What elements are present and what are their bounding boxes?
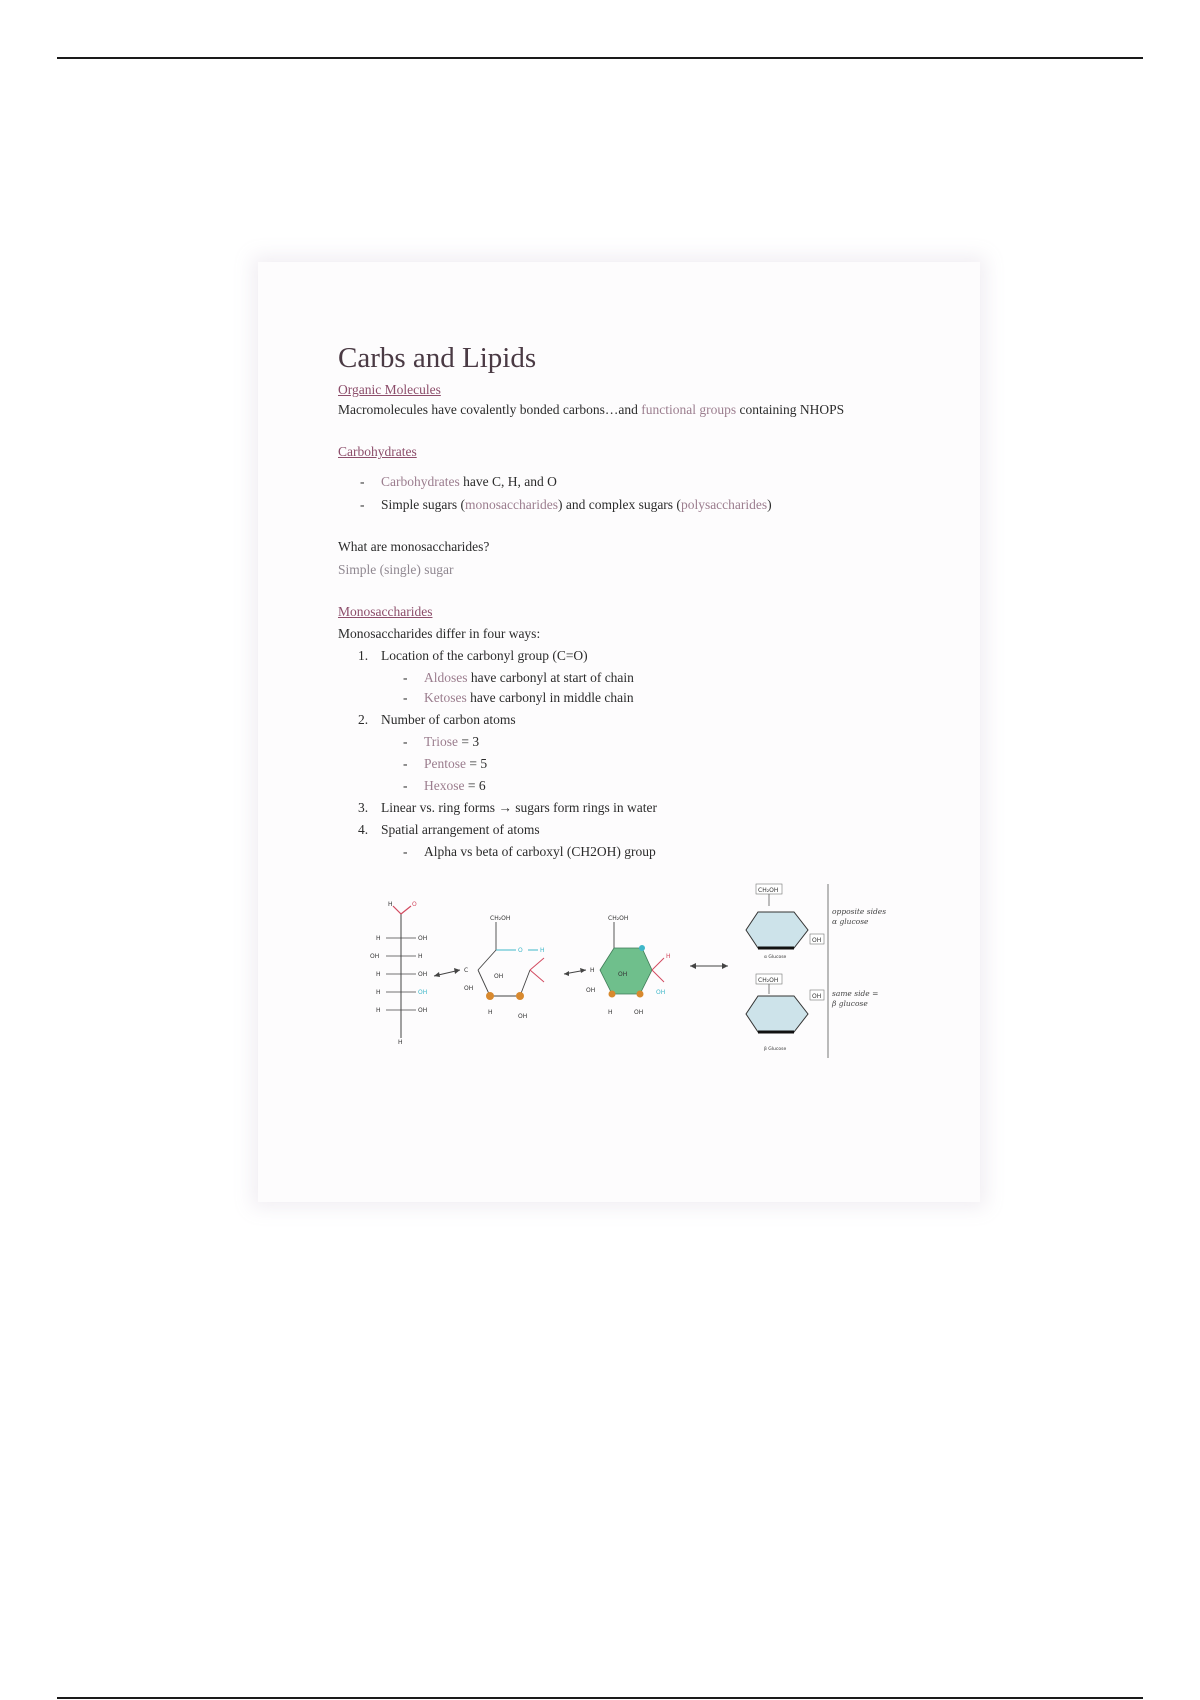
atom-label: H [666,953,671,960]
group-label: CH₂OH [758,887,779,894]
atom-label: H [376,935,381,942]
document-content [338,340,938,862]
list-item [338,798,938,818]
bullet-text: Alpha vs beta of carboxyl (CH2OH) group [424,844,656,859]
item-number: 1. [358,648,369,663]
bullet-marker: - [403,670,408,685]
list-item [338,472,938,492]
bullet-accent: Ketoses [424,690,467,705]
carbohydrates-section [338,442,938,515]
bullet-accent: monosaccharides [465,497,558,512]
handwritten-note: opposite sides [832,907,887,916]
item-number: 4. [358,822,369,837]
bottom-rule [57,1697,1143,1699]
sub-list-item [338,732,938,752]
sub-list-item [338,776,938,796]
item-number: 3. [358,800,369,815]
organic-heading[interactable]: Organic Molecules [338,382,441,397]
list-item [338,710,938,730]
item-text: Linear vs. ring forms → sugars form rings in water [381,800,657,815]
sub-list-item [338,668,938,688]
beta-caption: β Glucose [764,1047,787,1052]
organic-line-accent: functional groups [641,402,737,417]
bullet-text: = 3 [458,734,480,749]
bullet-marker: - [403,690,408,705]
atom-label: OH [586,987,596,994]
handwritten-note: β glucose [832,999,868,1008]
bullet-text: have C, H, and O [459,474,557,489]
bullet-text: have carbonyl at start of chain [467,670,634,685]
bullet-text: Simple sugars ( [381,497,465,512]
bullet-text: ) [767,497,772,512]
intermediate-glucose [464,915,545,1020]
atom-label: H [608,1009,613,1016]
bullet-marker: - [403,756,408,771]
equilibrium-arrow [564,968,586,976]
bullet-marker: - [360,474,365,489]
bullet-accent: Aldoses [424,670,468,685]
organic-line [338,400,938,420]
equilibrium-arrow [690,963,728,969]
monosaccharides-intro: Monosaccharides differ in four ways: [338,626,541,641]
group-label: CH₂OH [758,977,779,984]
atom-label: O [518,947,523,954]
atom-label: OH [812,993,822,1000]
list-item [338,820,938,840]
atom-label: OH [518,1013,528,1020]
bullet-accent: Pentose [424,756,466,771]
atom-label: OH [464,985,474,992]
alpha-glucose [746,884,824,960]
bullet-accent: polysaccharides [680,497,768,512]
item-text: Spatial arrangement of atoms [381,822,540,837]
item-text: Location of the carbonyl group (C=O) [381,648,588,663]
page-title: Carbs and Lipids [338,342,537,374]
atom-label: OH [418,989,428,996]
top-rule [57,57,1143,59]
carbohydrates-heading[interactable]: Carbohydrates [338,444,417,459]
question-section [338,537,938,580]
item-text: Number of carbon atoms [381,712,516,727]
answer-text: Simple (single) sugar [338,562,454,577]
sub-list-item [338,754,938,774]
bullet-text: = 5 [466,756,488,771]
atom-label: OH [656,989,666,996]
atom-label: O [412,901,417,908]
atom-label: H [540,947,545,954]
atom-label: OH [634,1009,644,1016]
monosaccharides-heading[interactable]: Monosaccharides [338,604,433,619]
atom-label: OH [494,973,504,980]
atom-label: OH [618,971,628,978]
sub-list-item [338,842,938,862]
atom-label: H [376,971,381,978]
glucose-structures-figure [368,878,908,1062]
atom-label: H [398,1039,403,1046]
question-text: What are monosaccharides? [338,539,490,554]
atom-label: H [488,1009,493,1016]
atom-label: H [388,901,393,908]
group-label: CH₂OH [490,915,511,922]
item-number: 2. [358,712,369,727]
atom-label: OH [812,937,822,944]
bullet-marker: - [403,778,408,793]
equilibrium-arrow [434,968,460,977]
organic-line-post: containing NHOPS [736,402,845,417]
atom-label: OH [418,935,428,942]
bullet-text: ) and complex sugars ( [557,497,681,512]
alpha-caption: α Glucose [764,955,787,960]
bullet-accent: Carbohydrates [381,474,460,489]
beta-glucose [746,974,824,1052]
linear-glucose [370,901,427,1046]
bullet-accent: Hexose [424,778,465,793]
glucose-diagram [368,878,908,1062]
organic-section [338,380,938,420]
list-item [338,495,938,515]
atom-label: H [376,989,381,996]
atom-label: OH [370,953,380,960]
bullet-text: have carbonyl in middle chain [466,690,634,705]
bullet-marker: - [403,844,408,859]
bullet-marker: - [403,734,408,749]
atom-label: H [590,967,595,974]
atom-label: OH [418,971,428,978]
ring-glucose [586,915,671,1016]
handwritten-note: same side = [832,989,879,998]
bullet-marker: - [360,497,365,512]
sub-list-item [338,688,938,708]
atom-label: H [376,1007,381,1014]
atom-label: C [464,967,469,974]
group-label: CH₂OH [608,915,629,922]
bullet-accent: Triose [424,734,459,749]
atom-label: OH [418,1007,428,1014]
bullet-text: = 6 [464,778,486,793]
list-item [338,646,938,666]
monosaccharides-section [338,602,938,862]
atom-label: H [418,953,423,960]
handwritten-note: α glucose [832,917,869,926]
organic-line-pre: Macromolecules have covalently bonded carbons…and [338,402,642,417]
